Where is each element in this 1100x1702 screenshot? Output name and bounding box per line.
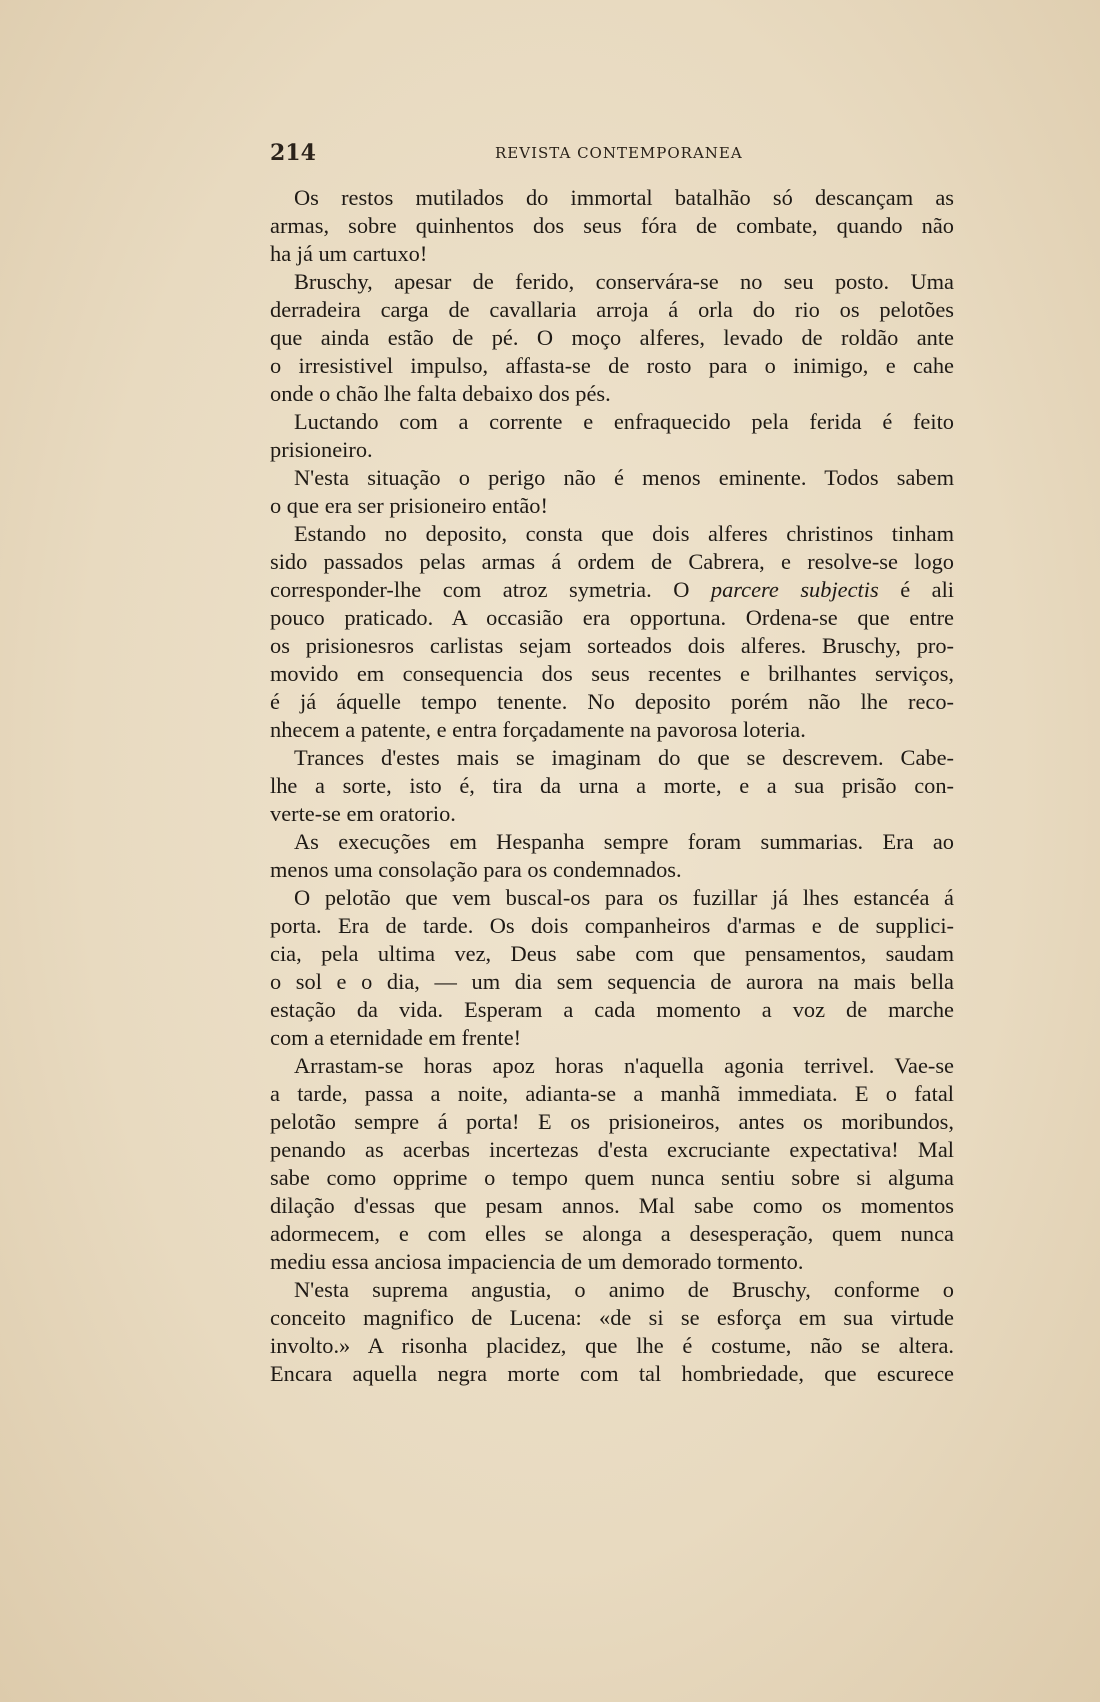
text-line-content: com a eternidade em frente! xyxy=(270,1025,522,1050)
text-line xyxy=(270,184,954,212)
text-line-content: lhe a sorte, isto é, tira da urna a morte, e a sua prisão con- xyxy=(270,773,954,798)
text-line-content: pelotão sempre á porta! E os prisioneiros, antes os moribundos, xyxy=(270,1109,954,1134)
text-line xyxy=(270,996,954,1024)
text-line-content: dilação d'essas que pesam annos. Mal sabe como os momentos xyxy=(270,1193,954,1218)
text-line xyxy=(270,800,954,828)
body-text xyxy=(270,184,954,1388)
text-line xyxy=(270,408,954,436)
text-line xyxy=(270,744,954,772)
text-line-content: nhecem a patente, e entra forçadamente na pavorosa loteria. xyxy=(270,717,806,742)
text-line xyxy=(270,324,954,352)
text-line-content: armas, sobre quinhentos dos seus fóra de combate, quando não xyxy=(270,213,954,238)
text-line xyxy=(270,1052,954,1080)
text-line-content: adormecem, e com elles se alonga a desesperação, quem nunca xyxy=(270,1221,954,1246)
text-line xyxy=(270,660,954,688)
text-line xyxy=(270,1220,954,1248)
text-line xyxy=(270,464,954,492)
text-line xyxy=(270,884,954,912)
text-line xyxy=(270,604,954,632)
text-line-tail: é ali xyxy=(878,577,954,602)
text-line xyxy=(270,716,954,744)
text-line-content: ha já um cartuxo! xyxy=(270,241,428,266)
text-line xyxy=(270,240,954,268)
text-line-content: mediu essa anciosa impaciencia de um demorado tormento. xyxy=(270,1249,804,1274)
text-line-content: O pelotão que vem buscal-os para os fuzillar já lhes estancéa á xyxy=(294,885,954,910)
page-header xyxy=(270,140,950,170)
text-line xyxy=(270,1332,954,1360)
text-line-content: os prisionesros carlistas sejam sorteados dois alferes. Bruschy, pro- xyxy=(270,633,954,658)
text-line-content: estação da vida. Esperam a cada momento a voz de marche xyxy=(270,997,954,1022)
text-line xyxy=(270,856,954,884)
text-line-content: sido passados pelas armas á ordem de Cabrera, e resolve-se logo xyxy=(270,549,954,574)
text-line-content: conceito magnifico de Lucena: «de si se esforça em sua virtude xyxy=(270,1305,954,1330)
text-line xyxy=(270,1276,954,1304)
text-line-content: As execuções em Hespanha sempre foram summarias. Era ao xyxy=(294,829,954,854)
text-line-content: porta. Era de tarde. Os dois companheiros d'armas e de supplici- xyxy=(270,913,954,938)
text-line-content: é já áquelle tempo tenente. No deposito porém não lhe reco- xyxy=(270,689,954,714)
text-line-content: Encara aquella negra morte com tal hombriedade, que escurece xyxy=(270,1361,954,1386)
text-line xyxy=(270,632,954,660)
text-line-content: penando as acerbas incertezas d'esta excruciante expectativa! Mal xyxy=(270,1137,954,1162)
text-line-content: movido em consequencia dos seus recentes e brilhantes serviços, xyxy=(270,661,954,686)
text-line xyxy=(270,772,954,800)
text-line-content: onde o chão lhe falta debaixo dos pés. xyxy=(270,381,611,406)
text-line xyxy=(270,212,954,240)
text-line xyxy=(270,912,954,940)
italic-phrase: parcere subjectis xyxy=(710,577,879,602)
text-line xyxy=(270,548,954,576)
text-line-content: menos uma consolação para os condemnados. xyxy=(270,857,682,882)
text-line-content: verte-se em oratorio. xyxy=(270,801,456,826)
text-line-content: pouco praticado. A occasião era opportuna. Ordena-se que entre xyxy=(270,605,954,630)
text-line-content: o sol e o dia, — um dia sem sequencia de aurora na mais bella xyxy=(270,969,954,994)
text-line xyxy=(270,940,954,968)
text-line xyxy=(270,520,954,548)
text-line xyxy=(270,1136,954,1164)
text-line xyxy=(270,352,954,380)
text-line xyxy=(270,268,954,296)
text-line-content: involto.» A risonha placidez, que lhe é costume, não se altera. xyxy=(270,1333,954,1358)
text-line-content: derradeira carga de cavallaria arroja á orla do rio os pelotões xyxy=(270,297,954,322)
text-line xyxy=(270,1360,954,1388)
text-line-content: Trances d'estes mais se imaginam do que se descrevem. Cabe- xyxy=(294,745,954,770)
text-line-content: prisioneiro. xyxy=(270,437,373,462)
text-line xyxy=(270,1304,954,1332)
page-number: 214 xyxy=(270,140,316,166)
text-line-content: a tarde, passa a noite, adianta-se a manhã immediata. E o fatal xyxy=(270,1081,954,1106)
text-line-content: N'esta situação o perigo não é menos eminente. Todos sabem xyxy=(294,465,954,490)
text-line-content: corresponder-lhe com atroz symetria. O xyxy=(270,577,711,602)
text-line-content: o que era ser prisioneiro então! xyxy=(270,493,548,518)
text-line xyxy=(270,1024,954,1052)
text-line xyxy=(270,492,954,520)
text-line xyxy=(270,688,954,716)
text-line-content: Arrastam-se horas apoz horas n'aquella agonia terrivel. Vae-se xyxy=(294,1053,954,1078)
text-line-content: sabe como opprime o tempo quem nunca sentiu sobre si alguma xyxy=(270,1165,954,1190)
text-line-content: o irresistivel impulso, affasta-se de rosto para o inimigo, e cahe xyxy=(270,353,954,378)
running-head: REVISTA CONTEMPORANEA xyxy=(495,144,743,162)
text-line-content: Luctando com a corrente e enfraquecido pela ferida é feito xyxy=(294,409,954,434)
text-line xyxy=(270,436,954,464)
text-line xyxy=(270,1080,954,1108)
text-line xyxy=(270,296,954,324)
text-line-content: Estando no deposito, consta que dois alferes christinos tinham xyxy=(294,521,954,546)
text-line xyxy=(270,380,954,408)
text-line xyxy=(270,1192,954,1220)
text-line-content: Bruschy, apesar de ferido, conservára-se no seu posto. Uma xyxy=(294,269,954,294)
text-line xyxy=(270,968,954,996)
text-line xyxy=(270,1248,954,1276)
text-line xyxy=(270,576,954,604)
text-line-content: N'esta suprema angustia, o animo de Bruschy, conforme o xyxy=(294,1277,954,1302)
text-line-content: cia, pela ultima vez, Deus sabe com que pensamentos, saudam xyxy=(270,941,954,966)
text-line-content: Os restos mutilados do immortal batalhão só descançam as xyxy=(294,185,954,210)
text-line xyxy=(270,1164,954,1192)
text-line-content: que ainda estão de pé. O moço alferes, levado de roldão ante xyxy=(270,325,954,350)
text-line xyxy=(270,1108,954,1136)
text-line xyxy=(270,828,954,856)
